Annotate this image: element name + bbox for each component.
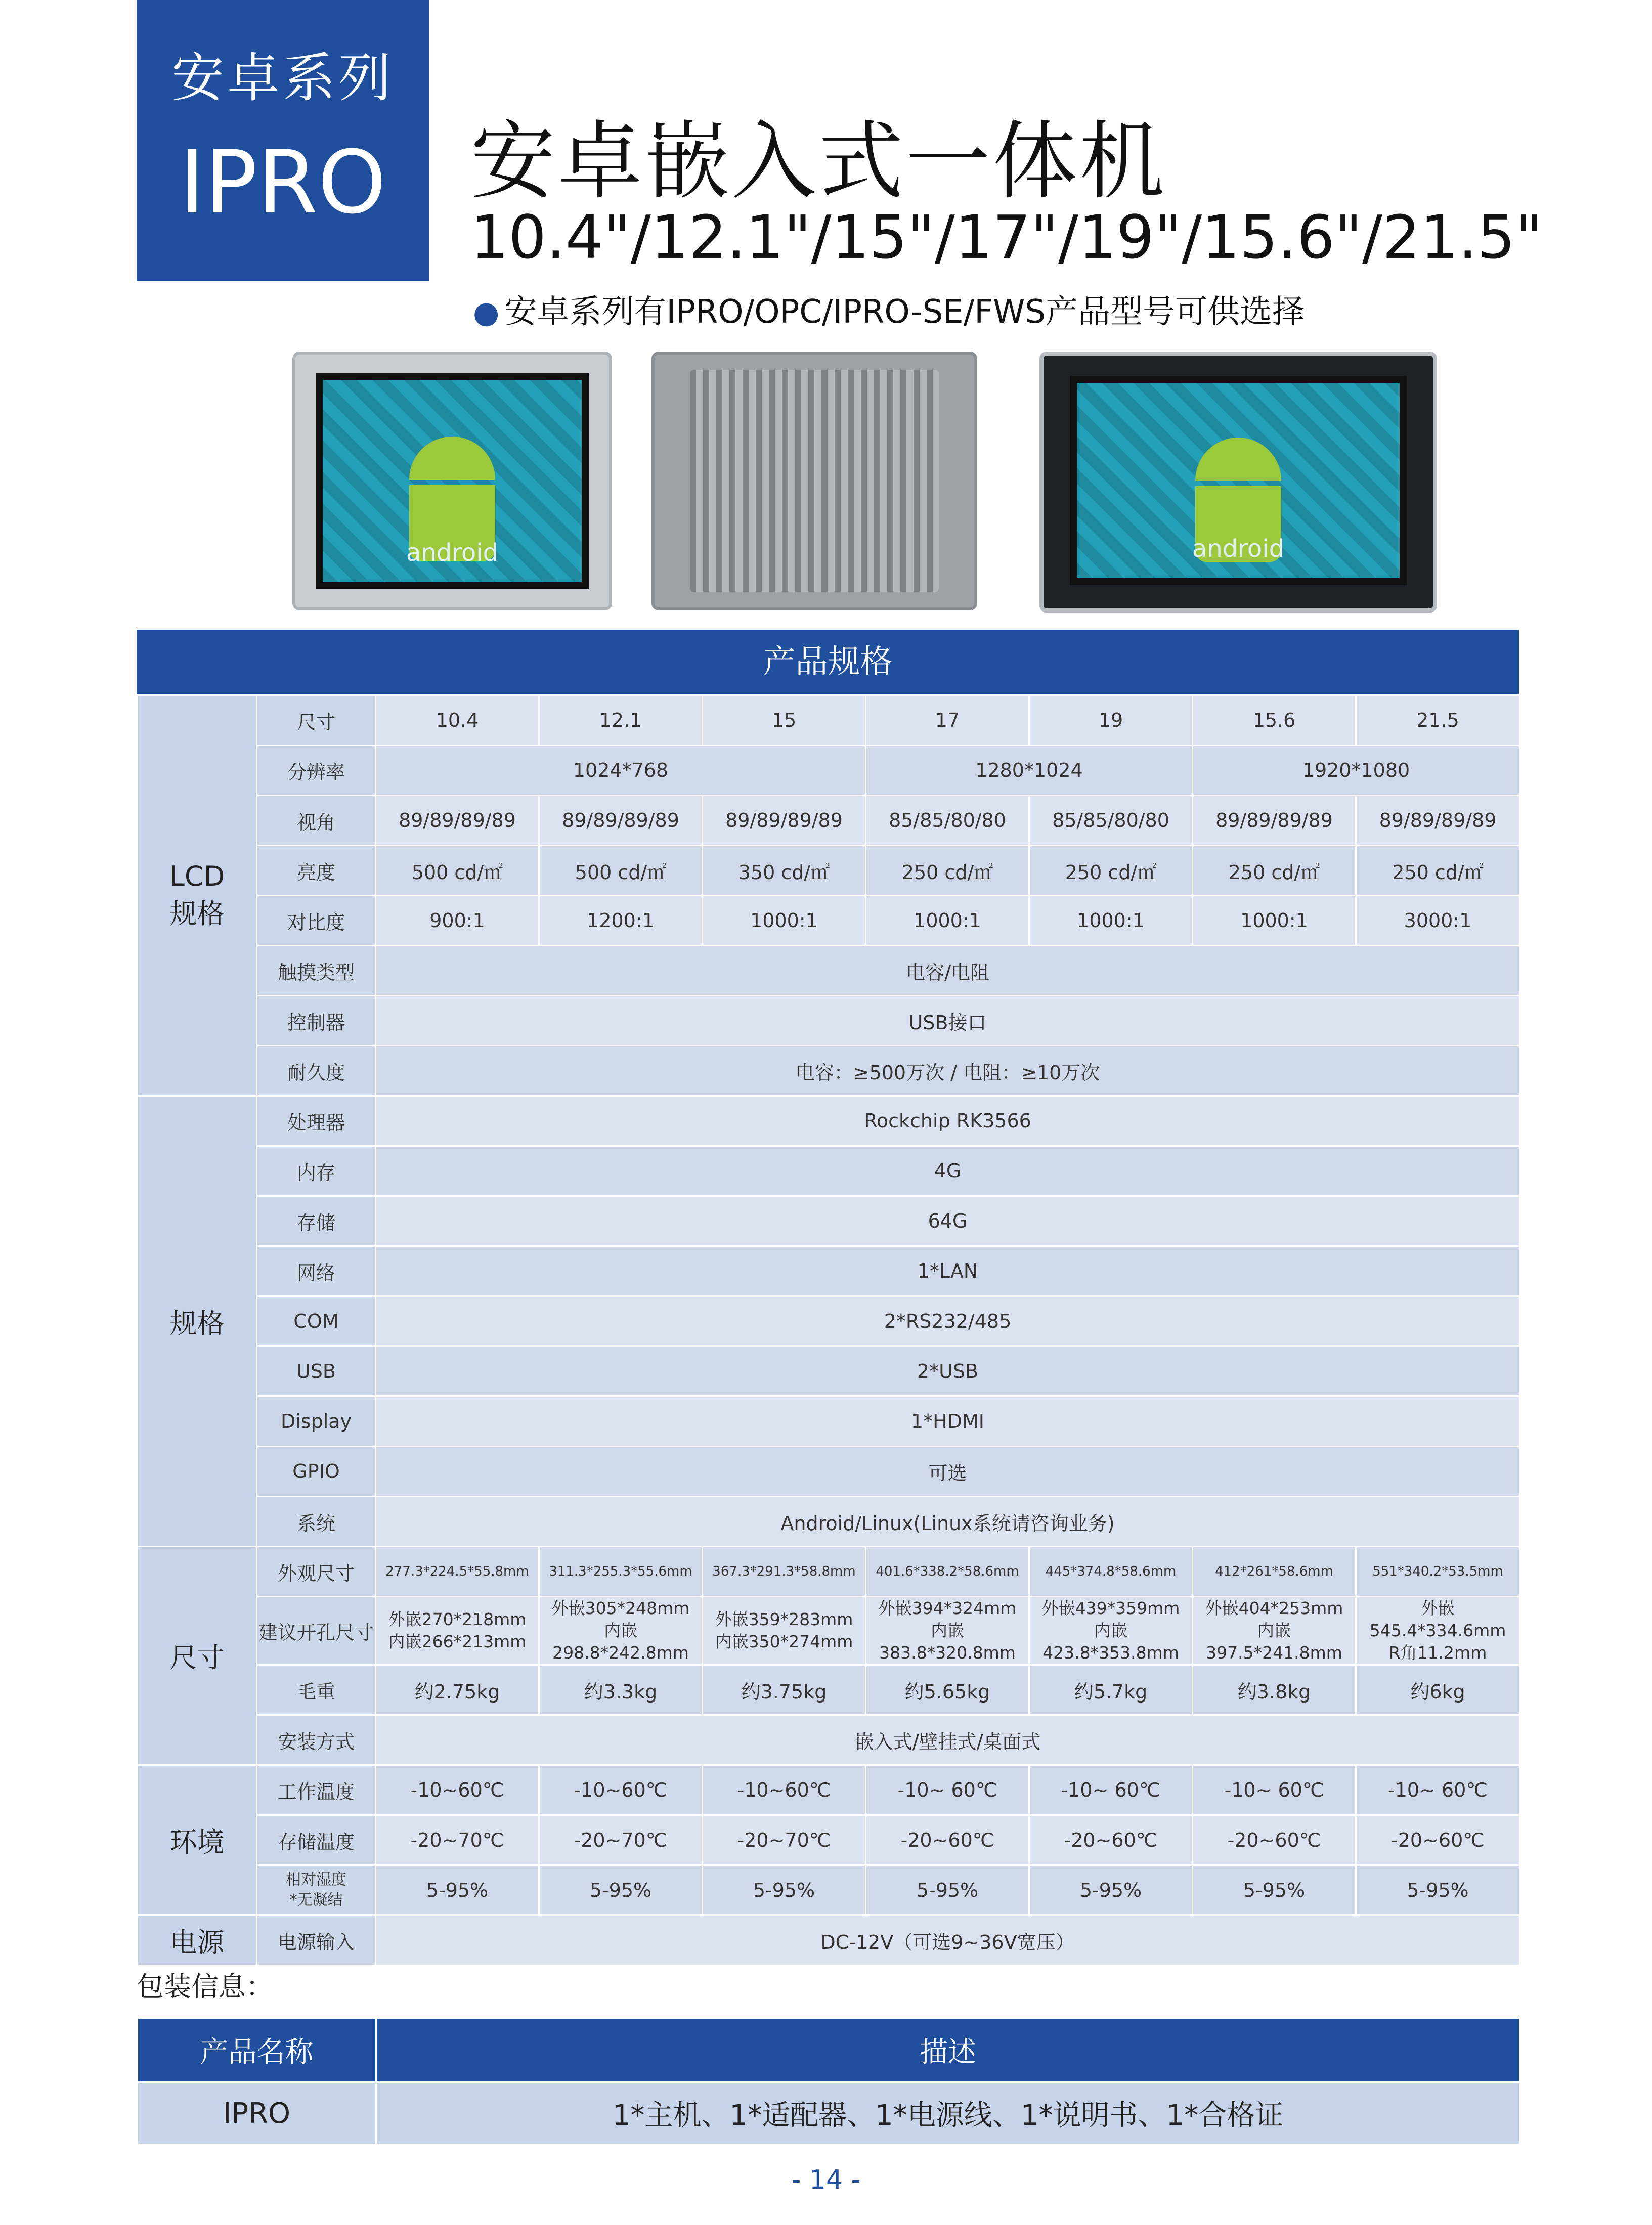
cell: DC-12V（可选9~36V宽压）: [376, 1915, 1520, 1966]
cell: 约5.7kg: [1029, 1665, 1193, 1715]
row-mount: [138, 1715, 1520, 1765]
cell: 89/89/89/89: [376, 796, 539, 846]
cell: 5-95%: [703, 1865, 866, 1915]
cell: 约6kg: [1356, 1665, 1520, 1715]
cell: 551*340.2*53.5mm: [1356, 1547, 1520, 1597]
cell: 350 cd/㎡: [703, 846, 866, 896]
cell: 外嵌305*248mm 内嵌298.8*242.8mm: [539, 1597, 703, 1665]
group-size: 尺寸: [138, 1547, 257, 1765]
cell: 500 cd/㎡: [376, 846, 539, 896]
cell: 约5.65kg: [866, 1665, 1029, 1715]
cell: 15: [703, 695, 866, 746]
label-gpio: GPIO: [257, 1447, 376, 1497]
cell: -20~60℃: [1193, 1815, 1356, 1865]
cell: 5-95%: [376, 1865, 539, 1915]
row-work-temp: [138, 1765, 1520, 1815]
cell: 外嵌394*324mm 内嵌383.8*320.8mm: [866, 1597, 1029, 1665]
note-text: 安卓系列有IPRO/OPC/IPRO-SE/FWS产品型号可供选择: [504, 293, 1305, 331]
group-power: 电源: [138, 1915, 257, 1966]
label-brightness: 亮度: [257, 846, 376, 896]
cell: -10~ 60℃: [1193, 1765, 1356, 1815]
cell: -10~60℃: [376, 1765, 539, 1815]
cell: 1280*1024: [866, 746, 1193, 796]
cell: -20~60℃: [1356, 1815, 1520, 1865]
page-title: 安卓嵌入式一体机: [470, 112, 1166, 211]
label-humidity: 相对湿度 *无凝结: [257, 1865, 376, 1915]
row-os: [138, 1497, 1520, 1547]
cell: 500 cd/㎡: [539, 846, 703, 896]
cell: 15.6: [1193, 695, 1356, 746]
row-cpu: [138, 1096, 1520, 1146]
row-power: [138, 1915, 1520, 1966]
page-number: - 14 -: [791, 2165, 861, 2195]
cell: -20~70℃: [539, 1815, 703, 1865]
cell: 约3.3kg: [539, 1665, 703, 1715]
cell: 3000:1: [1356, 896, 1520, 946]
row-size: [138, 695, 1520, 746]
label-display: Display: [257, 1397, 376, 1447]
cell: 5-95%: [1029, 1865, 1193, 1915]
cell: 89/89/89/89: [539, 796, 703, 846]
label-usb: USB: [257, 1346, 376, 1397]
screen-display: [316, 373, 589, 589]
label-com: COM: [257, 1296, 376, 1346]
row-resolution: [138, 746, 1520, 796]
cell: 外嵌439*359mm 内嵌423.8*353.8mm: [1029, 1597, 1193, 1665]
cell: 85/85/80/80: [866, 796, 1029, 846]
cell: -10~60℃: [703, 1765, 866, 1815]
row-com: [138, 1296, 1520, 1346]
cell: 5-95%: [1193, 1865, 1356, 1915]
row-gpio: [138, 1447, 1520, 1497]
cell: 1000:1: [703, 896, 866, 946]
cell: -10~60℃: [539, 1765, 703, 1815]
cell: 约2.75kg: [376, 1665, 539, 1715]
label-work-temp: 工作温度: [257, 1765, 376, 1815]
bullet-icon: ●: [473, 295, 500, 330]
row-network: [138, 1246, 1520, 1296]
label-size: 尺寸: [257, 695, 376, 746]
label-storage: 存储: [257, 1196, 376, 1246]
cell: 21.5: [1356, 695, 1520, 746]
cell: 5-95%: [1356, 1865, 1520, 1915]
cell: 4G: [376, 1146, 1520, 1196]
row-touch: [138, 946, 1520, 996]
cell: 电容：≥500万次 / 电阻：≥10万次: [376, 1046, 1520, 1096]
cell: USB接口: [376, 996, 1520, 1046]
cell: 2*USB: [376, 1346, 1520, 1397]
label-view: 视角: [257, 796, 376, 846]
label-touch: 触摸类型: [257, 946, 376, 996]
row-display: [138, 1397, 1520, 1447]
series-label: 安卓系列: [171, 47, 394, 109]
spec-header: 产品规格: [137, 630, 1519, 694]
row-weight: [138, 1665, 1520, 1715]
row-outer: [138, 1547, 1520, 1597]
cell: 5-95%: [539, 1865, 703, 1915]
model-label: IPRO: [179, 132, 386, 233]
cell: 1024*768: [376, 746, 866, 796]
cell: 1000:1: [866, 896, 1029, 946]
product-photo-back: [651, 352, 977, 610]
label-os: 系统: [257, 1497, 376, 1547]
heatsink-image: [690, 370, 939, 592]
cell: 250 cd/㎡: [1193, 846, 1356, 896]
cell: 外嵌359*283mm 内嵌350*274mm: [703, 1597, 866, 1665]
cell: Android/Linux(Linux系统请咨询业务): [376, 1497, 1520, 1547]
cell: 89/89/89/89: [703, 796, 866, 846]
cell: 1*HDMI: [376, 1397, 1520, 1447]
product-photo-widescreen: [1039, 352, 1437, 613]
label-durability: 耐久度: [257, 1046, 376, 1096]
cell: 2*RS232/485: [376, 1296, 1520, 1346]
row-cutout: [138, 1597, 1520, 1665]
row-brightness: [138, 846, 1520, 896]
cell: -10~ 60℃: [1029, 1765, 1193, 1815]
group-env: 环境: [138, 1765, 257, 1915]
cell: -20~70℃: [376, 1815, 539, 1865]
group-lcd: LCD 规格: [138, 695, 257, 1096]
cell: 250 cd/㎡: [866, 846, 1029, 896]
screen-display: [1070, 376, 1407, 585]
row-contrast: [138, 896, 1520, 946]
cell: 约3.75kg: [703, 1665, 866, 1715]
cell: 900:1: [376, 896, 539, 946]
cell: 89/89/89/89: [1193, 796, 1356, 846]
label-store-temp: 存储温度: [257, 1815, 376, 1865]
col-description: 描述: [376, 2018, 1520, 2082]
cell: 85/85/80/80: [1029, 796, 1193, 846]
cell: 外嵌270*218mm 内嵌266*213mm: [376, 1597, 539, 1665]
label-memory: 内存: [257, 1146, 376, 1196]
label-controller: 控制器: [257, 996, 376, 1046]
cell: 445*374.8*58.6mm: [1029, 1547, 1193, 1597]
row-durability: [138, 1046, 1520, 1096]
row-storage: [138, 1196, 1520, 1246]
product-photo-front: [292, 352, 612, 610]
label-network: 网络: [257, 1246, 376, 1296]
cell: 1200:1: [539, 896, 703, 946]
label-weight: 毛重: [257, 1665, 376, 1715]
cell: 412*261*58.6mm: [1193, 1547, 1356, 1597]
cell: 1000:1: [1029, 896, 1193, 946]
cell: -10~ 60℃: [866, 1765, 1029, 1815]
cell: 可选: [376, 1447, 1520, 1497]
label-cpu: 处理器: [257, 1096, 376, 1146]
android-logo-text: android: [406, 539, 499, 567]
label-cutout: 建议开孔尺寸: [257, 1597, 376, 1665]
cell: 1*LAN: [376, 1246, 1520, 1296]
label-contrast: 对比度: [257, 896, 376, 946]
col-product-name: 产品名称: [138, 2018, 376, 2082]
product-name: IPRO: [138, 2082, 376, 2145]
cell: 1920*1080: [1193, 746, 1520, 796]
packing-label: 包装信息：: [137, 1971, 273, 2002]
row-store-temp: [138, 1815, 1520, 1865]
row-view: [138, 796, 1520, 846]
cell: 19: [1029, 695, 1193, 746]
cell: 250 cd/㎡: [1356, 846, 1520, 896]
cell: 64G: [376, 1196, 1520, 1246]
label-power: 电源输入: [257, 1915, 376, 1966]
android-logo-text: android: [1192, 535, 1285, 563]
cell: -20~60℃: [866, 1815, 1029, 1865]
table-row: [138, 2082, 1520, 2145]
cell: 外嵌404*253mm 内嵌397.5*241.8mm: [1193, 1597, 1356, 1665]
group-spec: 规格: [138, 1096, 257, 1547]
row-controller: [138, 996, 1520, 1046]
cell: 外嵌545.4*334.6mm R角11.2mm: [1356, 1597, 1520, 1665]
cell: -20~70℃: [703, 1815, 866, 1865]
cell: 367.3*291.3*58.8mm: [703, 1547, 866, 1597]
cell: 5-95%: [866, 1865, 1029, 1915]
packing-table: [137, 2017, 1520, 2145]
cell: 250 cd/㎡: [1029, 846, 1193, 896]
label-outer: 外观尺寸: [257, 1547, 376, 1597]
series-badge: [137, 0, 429, 281]
cell: 电容/电阻: [376, 946, 1520, 996]
label-mount: 安装方式: [257, 1715, 376, 1765]
label-resolution: 分辨率: [257, 746, 376, 796]
cell: 10.4: [376, 695, 539, 746]
cell: 1000:1: [1193, 896, 1356, 946]
cell: -20~60℃: [1029, 1815, 1193, 1865]
cell: 约3.8kg: [1193, 1665, 1356, 1715]
spec-table: [137, 694, 1520, 1966]
cell: 311.3*255.3*55.6mm: [539, 1547, 703, 1597]
cell: 277.3*224.5*55.8mm: [376, 1547, 539, 1597]
cell: 401.6*338.2*58.6mm: [866, 1547, 1029, 1597]
cell: Rockchip RK3566: [376, 1096, 1520, 1146]
screen-sizes: 10.4"/12.1"/15"/17"/19"/15.6"/21.5": [470, 202, 1543, 272]
cell: 89/89/89/89: [1356, 796, 1520, 846]
cell: 17: [866, 695, 1029, 746]
cell: 嵌入式/壁挂式/桌面式: [376, 1715, 1520, 1765]
product-description: 1*主机、1*适配器、1*电源线、1*说明书、1*合格证: [376, 2082, 1520, 2145]
row-memory: [138, 1146, 1520, 1196]
cell: 12.1: [539, 695, 703, 746]
row-humidity: [138, 1865, 1520, 1915]
cell: -10~ 60℃: [1356, 1765, 1520, 1815]
row-usb: [138, 1346, 1520, 1397]
model-note: [473, 286, 1305, 332]
